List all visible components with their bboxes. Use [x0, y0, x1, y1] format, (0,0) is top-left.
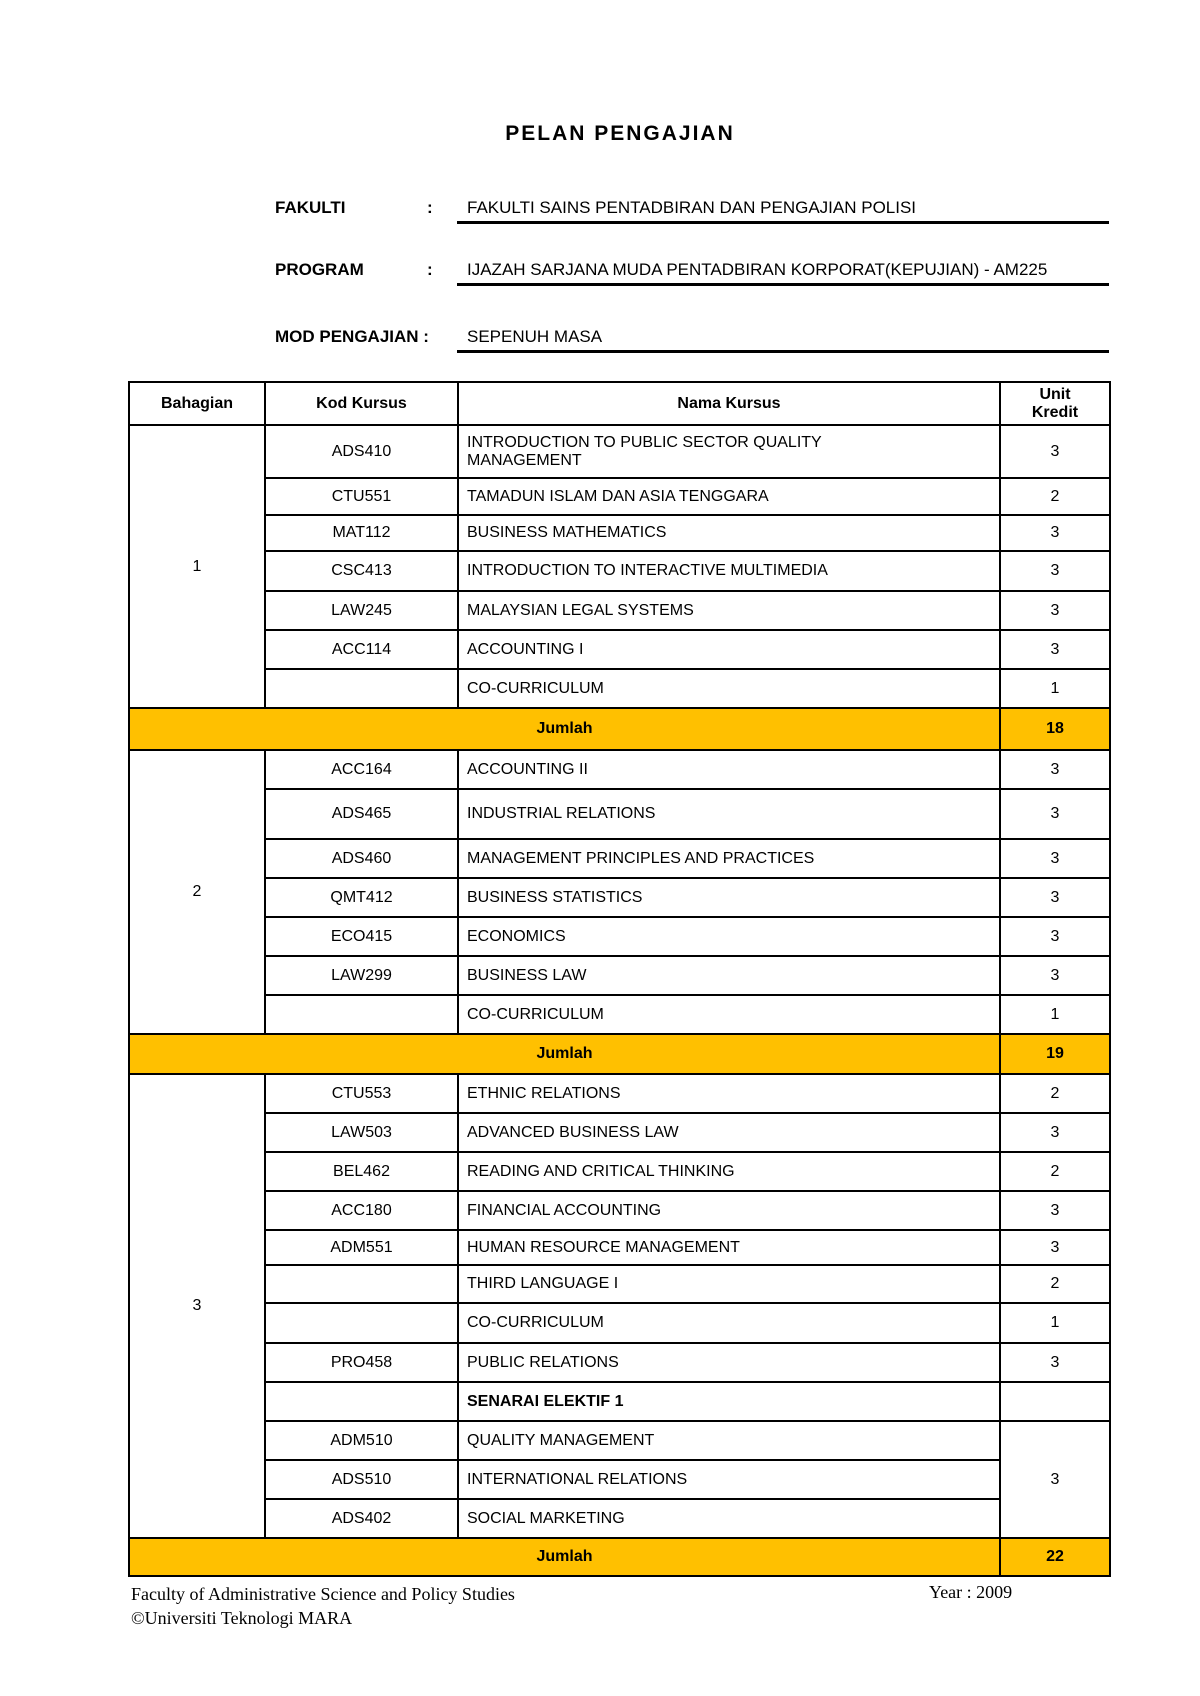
unit-cell: 3	[1000, 1191, 1110, 1230]
table-row	[129, 956, 1110, 995]
total-label: Jumlah	[129, 708, 1000, 750]
table-row	[129, 1265, 1110, 1303]
unit-cell: 2	[1000, 478, 1110, 515]
table-row	[129, 1303, 1110, 1343]
nama-cell: MALAYSIAN LEGAL SYSTEMS	[458, 591, 1000, 630]
header-unit-line1: Unit	[1039, 385, 1071, 403]
program-colon: :	[427, 260, 433, 279]
bahagian-cell: 3	[129, 1074, 265, 1538]
nama-cell: HUMAN RESOURCE MANAGEMENT	[458, 1230, 1000, 1265]
footer-university: ©Universiti Teknologi MARA	[131, 1608, 353, 1628]
total-row	[129, 1034, 1110, 1074]
kod-cell: CTU553	[265, 1074, 458, 1113]
table-row	[129, 1191, 1110, 1230]
footer-faculty: Faculty of Administrative Science and Policy Studies	[131, 1584, 515, 1604]
unit-cell: 1	[1000, 669, 1110, 708]
kod-cell	[265, 669, 458, 708]
table-row	[129, 669, 1110, 708]
kod-cell: CSC413	[265, 551, 458, 591]
header-unit-line2: Kredit	[1031, 403, 1079, 421]
total-value: 22	[1000, 1538, 1110, 1576]
kod-cell: ACC180	[265, 1191, 458, 1230]
kod-cell	[265, 1265, 458, 1303]
unit-cell: 3	[1000, 956, 1110, 995]
fakulti-value: FAKULTI SAINS PENTADBIRAN DAN PENGAJIAN POLISI	[457, 190, 1109, 224]
nama-cell: SOCIAL MARKETING	[458, 1499, 1000, 1538]
fakulti-colon: :	[427, 198, 433, 217]
unit-cell: 3	[1000, 591, 1110, 630]
table-row	[129, 591, 1110, 630]
unit-cell: 3	[1000, 839, 1110, 878]
bahagian-cell: 2	[129, 750, 265, 1034]
nama-cell: INTRODUCTION TO INTERACTIVE MULTIMEDIA	[458, 551, 1000, 591]
nama-line: INTRODUCTION TO PUBLIC SECTOR QUALITY	[467, 433, 822, 451]
nama-cell: BUSINESS STATISTICS	[458, 878, 1000, 917]
info-mod	[0, 319, 1200, 359]
unit-cell: 3	[1000, 750, 1110, 789]
header-unit	[1000, 382, 1110, 425]
kod-cell: LAW245	[265, 591, 458, 630]
bahagian-cell: 1	[129, 425, 265, 708]
kod-cell: ADS460	[265, 839, 458, 878]
nama-cell: CO-CURRICULUM	[458, 995, 1000, 1034]
kod-cell: MAT112	[265, 515, 458, 551]
kod-cell: LAW299	[265, 956, 458, 995]
elective-header-row	[129, 1382, 1110, 1421]
kod-cell: ADM551	[265, 1230, 458, 1265]
table-header-row	[129, 382, 1110, 425]
unit-cell: 3	[1000, 1113, 1110, 1152]
elective-unit-cell: 3	[1000, 1421, 1110, 1538]
kod-cell: ADS510	[265, 1460, 458, 1499]
kod-cell: ADS465	[265, 789, 458, 839]
kod-cell: ADS410	[265, 425, 458, 478]
unit-cell: 3	[1000, 515, 1110, 551]
nama-cell: ETHNIC RELATIONS	[458, 1074, 1000, 1113]
kod-cell: LAW503	[265, 1113, 458, 1152]
nama-cell: INDUSTRIAL RELATIONS	[458, 789, 1000, 839]
mod-value: SEPENUH MASA	[457, 319, 1109, 353]
kod-cell: BEL462	[265, 1152, 458, 1191]
unit-cell: 2	[1000, 1265, 1110, 1303]
unit-cell: 2	[1000, 1152, 1110, 1191]
unit-cell: 3	[1000, 425, 1110, 478]
total-row	[129, 1538, 1110, 1576]
unit-cell	[1000, 1382, 1110, 1421]
nama-cell: CO-CURRICULUM	[458, 1303, 1000, 1343]
info-fakulti	[0, 190, 1200, 230]
total-value: 19	[1000, 1034, 1110, 1074]
kod-cell: ECO415	[265, 917, 458, 956]
table-row	[129, 515, 1110, 551]
total-label: Jumlah	[129, 1538, 1000, 1576]
header-kod: Kod Kursus	[265, 382, 458, 425]
table-row	[129, 1113, 1110, 1152]
program-value: IJAZAH SARJANA MUDA PENTADBIRAN KORPORAT(KEPUJIAN) - AM225	[457, 252, 1109, 286]
total-row	[129, 708, 1110, 750]
info-program	[0, 252, 1200, 292]
kod-cell	[265, 1303, 458, 1343]
total-value: 18	[1000, 708, 1110, 750]
unit-cell: 3	[1000, 917, 1110, 956]
elective-row	[129, 1499, 1110, 1538]
nama-cell: BUSINESS MATHEMATICS	[458, 515, 1000, 551]
kod-cell: ADM510	[265, 1421, 458, 1460]
nama-cell: ADVANCED BUSINESS LAW	[458, 1113, 1000, 1152]
nama-cell: TAMADUN ISLAM DAN ASIA TENGGARA	[458, 478, 1000, 515]
unit-cell: 3	[1000, 1343, 1110, 1382]
kod-cell	[265, 995, 458, 1034]
table-row	[129, 839, 1110, 878]
nama-cell: ACCOUNTING I	[458, 630, 1000, 669]
nama-cell: MANAGEMENT PRINCIPLES AND PRACTICES	[458, 839, 1000, 878]
fakulti-label: FAKULTI	[275, 198, 346, 217]
kod-cell	[265, 1382, 458, 1421]
header-bahagian: Bahagian	[129, 382, 265, 425]
table-row	[129, 995, 1110, 1034]
nama-cell: READING AND CRITICAL THINKING	[458, 1152, 1000, 1191]
study-plan-table	[128, 381, 1111, 1577]
table-row	[129, 917, 1110, 956]
table-row	[129, 1152, 1110, 1191]
unit-cell: 3	[1000, 551, 1110, 591]
unit-cell: 2	[1000, 1074, 1110, 1113]
nama-cell: BUSINESS LAW	[458, 956, 1000, 995]
table-row	[129, 1074, 1110, 1113]
elective-row	[129, 1460, 1110, 1499]
nama-cell: THIRD LANGUAGE I	[458, 1265, 1000, 1303]
nama-cell: CO-CURRICULUM	[458, 669, 1000, 708]
unit-cell: 1	[1000, 995, 1110, 1034]
unit-cell: 3	[1000, 1230, 1110, 1265]
nama-cell: QUALITY MANAGEMENT	[458, 1421, 1000, 1460]
nama-cell: ACCOUNTING II	[458, 750, 1000, 789]
page-title: PELAN PENGAJIAN	[505, 122, 735, 145]
table-row	[129, 1230, 1110, 1265]
elective-row	[129, 1421, 1110, 1460]
nama-cell: INTERNATIONAL RELATIONS	[458, 1460, 1000, 1499]
table-row	[129, 878, 1110, 917]
nama-line: MANAGEMENT	[467, 451, 582, 469]
nama-cell	[458, 425, 1000, 478]
kod-cell: CTU551	[265, 478, 458, 515]
unit-cell: 3	[1000, 630, 1110, 669]
kod-cell: ADS402	[265, 1499, 458, 1538]
table-row	[129, 551, 1110, 591]
header-nama: Nama Kursus	[458, 382, 1000, 425]
table-row	[129, 750, 1110, 789]
nama-cell: FINANCIAL ACCOUNTING	[458, 1191, 1000, 1230]
elective-header: SENARAI ELEKTIF 1	[458, 1382, 1000, 1421]
kod-cell: QMT412	[265, 878, 458, 917]
unit-cell: 1	[1000, 1303, 1110, 1343]
table-row	[129, 478, 1110, 515]
mod-label: MOD PENGAJIAN :	[275, 327, 429, 346]
table-row	[129, 425, 1110, 478]
kod-cell: ACC114	[265, 630, 458, 669]
total-label: Jumlah	[129, 1034, 1000, 1074]
table-row	[129, 630, 1110, 669]
footer-year: Year : 2009	[929, 1582, 1013, 1602]
nama-cell: PUBLIC RELATIONS	[458, 1343, 1000, 1382]
table-row	[129, 1343, 1110, 1382]
nama-cell: ECONOMICS	[458, 917, 1000, 956]
table-row	[129, 789, 1110, 839]
kod-cell: ACC164	[265, 750, 458, 789]
unit-cell: 3	[1000, 878, 1110, 917]
unit-cell: 3	[1000, 789, 1110, 839]
program-label: PROGRAM	[275, 260, 364, 279]
kod-cell: PRO458	[265, 1343, 458, 1382]
footer-left	[131, 1582, 515, 1630]
